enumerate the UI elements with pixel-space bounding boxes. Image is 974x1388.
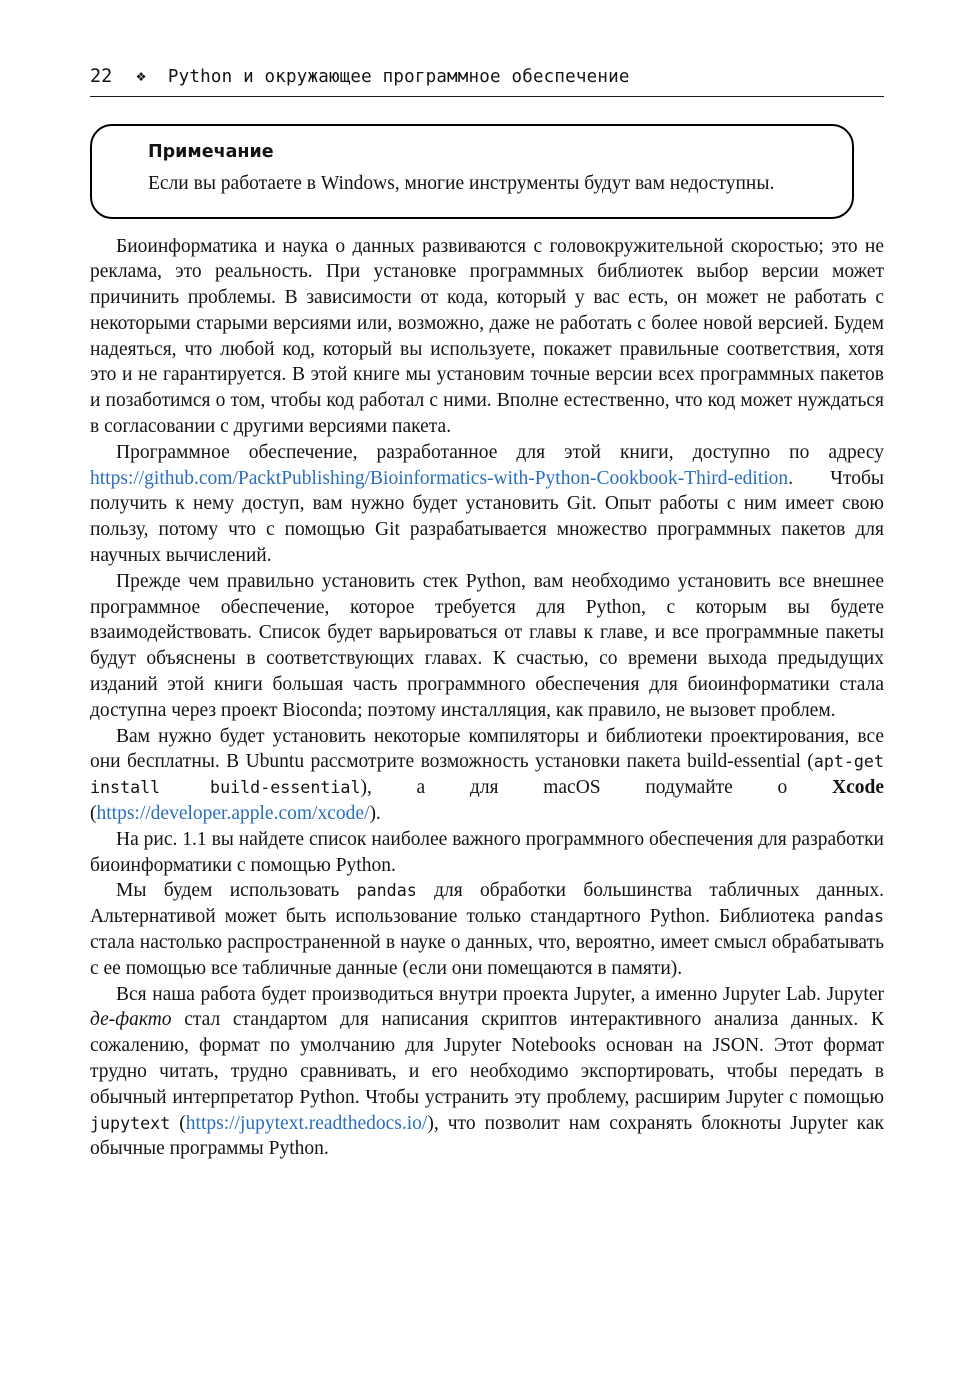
inline-code-pandas: pandas [356,881,417,901]
running-head-title: Python и окружающее программное обеспечение [167,67,630,87]
paragraph-3 [90,569,884,724]
paragraph-5 [90,827,884,879]
text-run: На рис. 1.1 вы найдете список наиболее важного программного обеспечения для разработки биоинформатики с помощью Python. [90,828,884,876]
text-run: Биоинформатика и наука о данных развиваются с головокружительной скоростью; это не реклама, это реальность. При установке программных библиотек выбор версии может причинить проблемы. В зависимости от кода, который у вас есть, он может не работать с некоторыми старыми версиями или, возможно, даже не работать с более новой версией. Будем надеяться, что любой код, который вы используете, покажет правильные соответствия, хотя это и не гарантируется. В этой книге мы установим точные версии всех программных пакетов и позаботимся о том, чтобы код работал с ними. Вполне естественно, что код может нуждаться в согласовании с другими версиями пакета. [90,235,884,438]
text-run: ). [369,803,381,825]
paragraph-6 [90,878,884,981]
text-run: Программное обеспечение, разработанное для этой книги, доступно по адресу [116,441,884,463]
emphasis-de-facto: де-факто [90,1009,172,1031]
page-body [90,234,884,1163]
section-diamond-icon: ❖ [136,66,146,85]
note-body: Если вы работаете в Windows, многие инструменты будут вам недоступны. [148,173,775,194]
text-run: Мы будем использовать [116,880,357,902]
paragraph-1 [90,234,884,440]
github-repo-link[interactable]: https://github.com/PacktPublishing/Bioinformatics-with-Python-Cookbook-Third-edition [90,467,789,489]
paragraph-7 [90,982,884,1163]
note-title: Примечание [148,142,274,162]
text-run: Прежде чем правильно установить стек Python, вам необходимо установить все внешнее программное обеспечение, которое требуется для Python, с которым вы будете взаимодействовать. Список будет варьироваться от главы к главе, и все программные пакеты будут объяснены в соответствующих главах. К счастью, со времени выхода предыдущих изданий этой книги большая часть программного обеспечения для биоинформатики стала доступна через проект Bioconda; поэтому инсталляция, как правило, не вызовет проблем. [90,570,884,721]
text-run: Вся наша работа будет производиться внутри проекта Jupyter, а именно Jupyter Lab. Jupyter [116,983,884,1005]
text-run: ( [90,803,97,825]
page-number: 22 [90,66,113,87]
text-run: ), что позволит нам сохранять блокноты Jupyter как обычные программы Python. [90,1112,884,1160]
text-run: Вам нужно будет установить некоторые компиляторы и библиотеки проектирования, все они бесплатны. В Ubuntu рассмотрите возможность установки пакета build-essential ( [90,725,884,773]
text-run: стал стандартом для написания скриптов интерактивного анализа данных. К сожалению, формат по умолчанию для Jupyter Notebooks основан на JSON. Этот формат трудно читать, трудно сравнивать, и его необходимо экспортировать, чтобы передать в обычный интерпретатор Python. Чтобы устранить эту проблему, расширим Jupyter с помощью [90,1009,884,1108]
jupytext-link[interactable]: https://jupytext.readthedocs.io/ [185,1112,428,1134]
inline-code-jupytext: jupytext [90,1113,171,1133]
text-run: ), а для macOS подумайте о [360,777,832,799]
text-run: для обработки большинства табличных данных. Альтернативой может быть использование только стандартного Python. Библиотека [90,880,884,928]
bold-term-xcode: Xcode [832,777,884,799]
page-header [90,66,884,97]
text-run: ( [170,1112,186,1134]
xcode-link[interactable]: https://developer.apple.com/xcode/ [96,803,370,825]
note-box [90,124,854,219]
paragraph-4 [90,724,884,827]
inline-code-pandas: pandas [823,907,884,927]
inline-code-apt-get: apt-get install build-essential [90,752,884,798]
paragraph-2 [90,440,884,569]
text-run: стала настолько распространенной в науке о данных, что, вероятно, имеет смысл обрабатывать с ее помощью все табличные данные (если они помещаются в памяти). [90,932,884,979]
text-run: . Чтобы получить к нему доступ, вам нужно будет установить Git. Опыт работы с ним имеет свою пользу, потому что с помощью Git разрабатывается множество программных пакетов для научных вычислений. [90,467,884,567]
